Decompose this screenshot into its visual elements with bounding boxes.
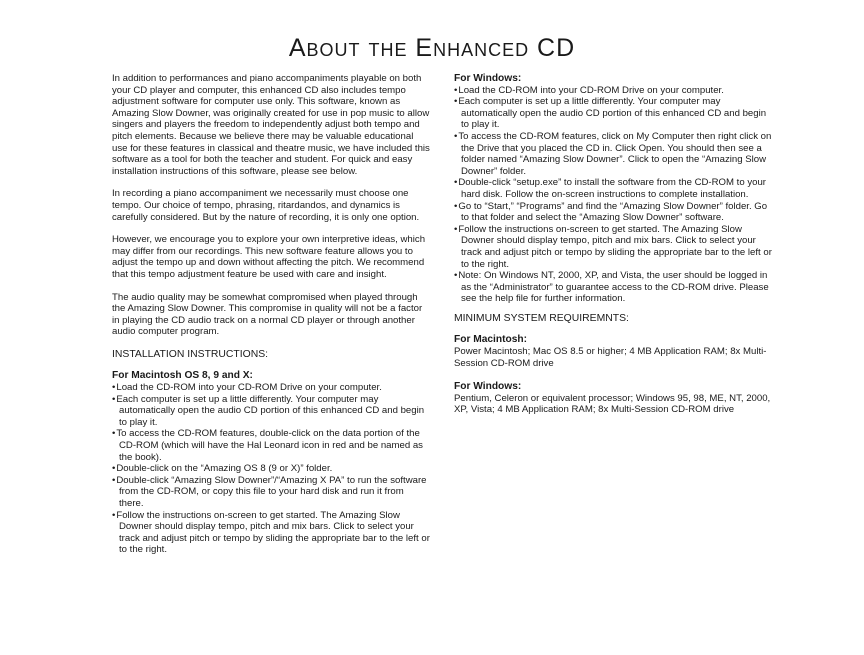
installation-heading: INSTALLATION INSTRUCTIONS: [112,348,269,360]
list-item: • Each computer is set up a little differently. Your computer may automatically open the audio CD portion of this enhanced CD and begin to play it. [454,96,776,131]
page-title: About the Enhanced CD [288,34,576,62]
list-item: • To access the CD-ROM features, double-click on the data portion of the CD-ROM (which will have the Hal Leonard icon in red and be named as the book). [112,428,430,463]
req-windows-heading: For Windows: [454,381,522,393]
requirements-heading: MINIMUM SYSTEM REQUIREMNTS: [454,312,629,324]
right-column [454,73,776,428]
windows-install-heading: For Windows: [454,73,522,84]
list-item: • Double-click on the “Amazing OS 8 (9 or X)” folder. [112,463,430,475]
mac-install-steps [112,382,430,556]
tempo-paragraph: In recording a piano accompaniment we necessarily must choose one tempo. Our choice of tempo, phrasing, ritardandos, and dynamics is carefully considered. But by the nature of recording, it is only one option. [112,188,420,223]
list-item: • Each computer is set up a little differently. Your computer may automatically open the audio CD portion of this enhanced CD and begin to play it. [112,394,430,429]
list-item: • Double-click “Amazing Slow Downer”/“Amazing X PA” to run the software from the CD-ROM, or copy this file to your hard disk and run it from there. [112,475,430,510]
left-column [112,73,430,564]
list-item: • Load the CD-ROM into your CD-ROM Drive on your computer. [454,85,776,97]
req-mac-heading: For Macintosh: [454,334,528,346]
mac-install-heading: For Macintosh OS 8, 9 and X: [112,370,253,382]
intro-paragraph: In addition to performances and piano accompaniments playable on both your CD player and computer, this enhanced CD also includes tempo adjustment software for computer use only. This software, known as Amazing Slow Downer, was originally created for use in pop music to allow singers and players the freedom to independently adjust both tempo and pitch elements. Because we believe there may be valuable educational use for these features in classical and theatre music, we have included this software as a tool for both the teacher and student. For quick and easy installation instructions of this software, please see below. [112,73,430,177]
list-item: • Note: On Windows NT, 2000, XP, and Vista, the user should be logged in as the “Administrator” to guarantee access to the CD-ROM drive. Please see the help file for further information. [454,270,776,305]
list-item: • Load the CD-ROM into your CD-ROM Drive on your computer. [112,382,430,394]
list-item: • To access the CD-ROM features, click on My Computer then right click on the Drive that you placed the CD in. Click Open. You should then see a folder named “Amazing Slow Downer”. Click to open the “Amazing Slow Downer” folder. [454,131,776,177]
interpretation-paragraph: However, we encourage you to explore your own interpretive ideas, which may differ from our recordings. This new software feature allows you to adjust the tempo up and down without affecting the pitch. We recommend that this tempo adjustment feature be used with care and insight. [112,234,426,280]
req-mac-text: Power Macintosh; Mac OS 8.5 or higher; 4 MB Application RAM; 8x Multi-Session CD-ROM drive [454,346,767,369]
list-item: • Double-click “setup.exe” to install the software from the CD-ROM to your hard disk. Follow the on-screen instructions to complete installation. [454,177,776,200]
list-item: • Go to “Start,” “Programs” and find the “Amazing Slow Downer” folder. Go to that folder and select the “Amazing Slow Downer” software. [454,201,776,224]
windows-install-steps [454,85,776,305]
list-item: • Follow the instructions on-screen to get started. The Amazing Slow Downer should display tempo, pitch and mix bars. Click to select your track and adjust pitch or tempo by sliding the appropriate bar to the left or to the right. [454,224,776,270]
list-item: • Follow the instructions on-screen to get started. The Amazing Slow Downer should display tempo, pitch and mix bars. Click to select your track and adjust pitch or tempo by sliding the appropriate bar to the left or to the right. [112,510,430,556]
req-windows-text: Pentium, Celeron or equivalent processor; Windows 95, 98, ME, NT, 2000, XP, Vista; 4 MB Application RAM; 8x Multi-Session CD-ROM drive [454,392,771,416]
audio-quality-paragraph: The audio quality may be somewhat compromised when played through the Amazing Slow Downer. This compromise in quality will not be a factor in playing the CD audio track on a normal CD player or through another audio computer program. [112,291,423,338]
